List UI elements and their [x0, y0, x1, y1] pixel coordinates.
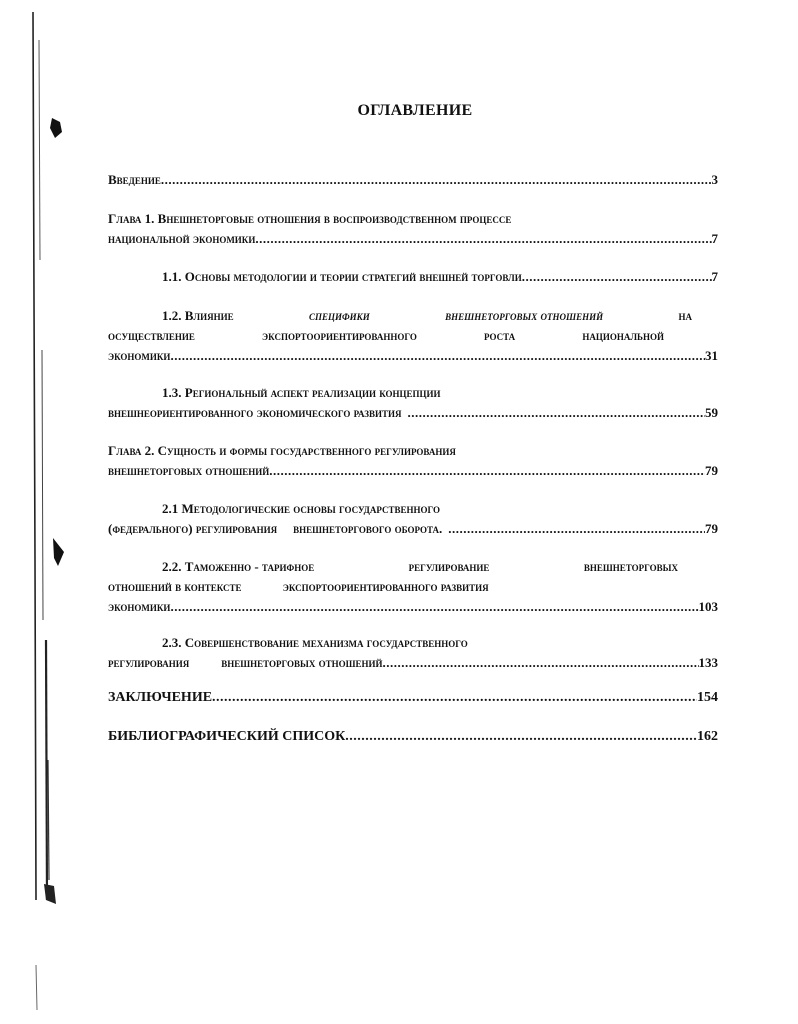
toc-entry-bibliography[interactable] [108, 727, 718, 747]
toc-entry-text: экономики [108, 348, 171, 363]
toc-page-number: 31 [705, 348, 718, 363]
dot-leader [407, 403, 705, 423]
toc-page-number: 79 [705, 521, 718, 536]
dot-leader [212, 688, 697, 708]
toc-entry-section-2-1[interactable] [108, 499, 718, 539]
dot-leader [345, 727, 697, 747]
toc-entry-section-2-3[interactable] [108, 633, 718, 673]
toc-entry-chapter-2[interactable] [108, 441, 718, 481]
toc-entry-text: внешнеторгового оборота. [293, 521, 443, 536]
toc-entry-text: 2.2. Таможенно - тарифное [162, 559, 315, 574]
toc-entry-text: Глава 1. Внешнеторговые отношения в воспроизводственном процессе [108, 211, 512, 226]
toc-entry-section-1-1[interactable] [108, 267, 718, 287]
toc-page-number: 162 [697, 729, 718, 744]
toc-entry-text: экспортоориентированного [262, 328, 417, 343]
toc-page-number: 59 [705, 405, 718, 420]
toc-entry-text: национальной [582, 328, 664, 343]
scan-binding-edge [0, 0, 80, 1024]
toc-entry-text: ЗАКЛЮЧЕНИЕ [108, 690, 213, 705]
toc-page-number: 3 [711, 172, 718, 187]
toc-entry-text: национальной экономики [108, 231, 256, 246]
dot-leader [255, 229, 711, 249]
toc-entry-text: роста [484, 328, 516, 343]
toc-entry-text: Глава 2. Сущность и формы государственного регулирования [108, 443, 456, 458]
toc-entry-text: экономики [108, 599, 171, 614]
toc-page-number: 133 [698, 655, 718, 670]
toc-entry-text: Введение [108, 172, 161, 187]
dot-leader [161, 170, 712, 190]
toc-entry-text: внешнеторговых отношений [445, 308, 604, 323]
toc-page-number: 79 [705, 463, 718, 478]
toc-entry-introduction[interactable] [108, 170, 718, 190]
toc-entry-section-1-2[interactable] [108, 306, 718, 366]
toc-entry-text: на [678, 308, 692, 323]
toc-entry-text: (федерального) регулирования [108, 521, 278, 536]
dot-leader [448, 519, 705, 539]
toc-entry-text: осуществление [108, 328, 195, 343]
toc-entry-text: 1.3. Региональный аспект реализации концепции [162, 385, 441, 400]
toc-entry-text: внешнеориентированного экономического развития [108, 405, 402, 420]
toc-entry-section-2-2[interactable] [108, 557, 718, 617]
dot-leader [170, 597, 698, 617]
toc-entry-text: отношений в контексте [108, 579, 242, 594]
toc-entry-text: регулирование [408, 559, 490, 574]
dot-leader [522, 267, 712, 287]
dot-leader [383, 653, 699, 673]
toc-entry-text: 2.1 Методологические основы государственного [162, 501, 440, 516]
toc-entry-text: 1.1. Основы методологии и теории стратегий внешней торговли [162, 269, 522, 284]
toc-entry-conclusion[interactable] [108, 688, 718, 708]
toc-entry-section-1-3[interactable] [108, 383, 718, 423]
toc-entry-text: экспортоориентированного развития [282, 579, 489, 594]
toc-page-number: 103 [698, 599, 718, 614]
toc-entry-text: 1.2. Влияние [162, 308, 234, 323]
toc-entry-text: внешнеторговых отношений [108, 463, 270, 478]
page-title: ОГЛАВЛЕНИЕ [357, 102, 473, 119]
dot-leader [170, 346, 705, 366]
toc-page-number: 7 [711, 231, 718, 246]
toc-entry-text: внешнеторговых отношений [221, 655, 383, 670]
toc-page-number: 154 [697, 690, 718, 705]
toc-entry-text: внешнеторговых [583, 559, 678, 574]
toc-entry-text: регулирования [108, 655, 190, 670]
toc-entry-text: 2.3. Совершенствование механизма государственного [162, 635, 468, 650]
toc-page-number: 7 [711, 269, 718, 284]
toc-entry-chapter-1[interactable] [108, 209, 718, 249]
toc-entry-text: БИБЛИОГРАФИЧЕСКИЙ СПИСОК [108, 729, 346, 744]
dot-leader [269, 461, 705, 481]
toc-entry-text: специфики [308, 308, 370, 323]
